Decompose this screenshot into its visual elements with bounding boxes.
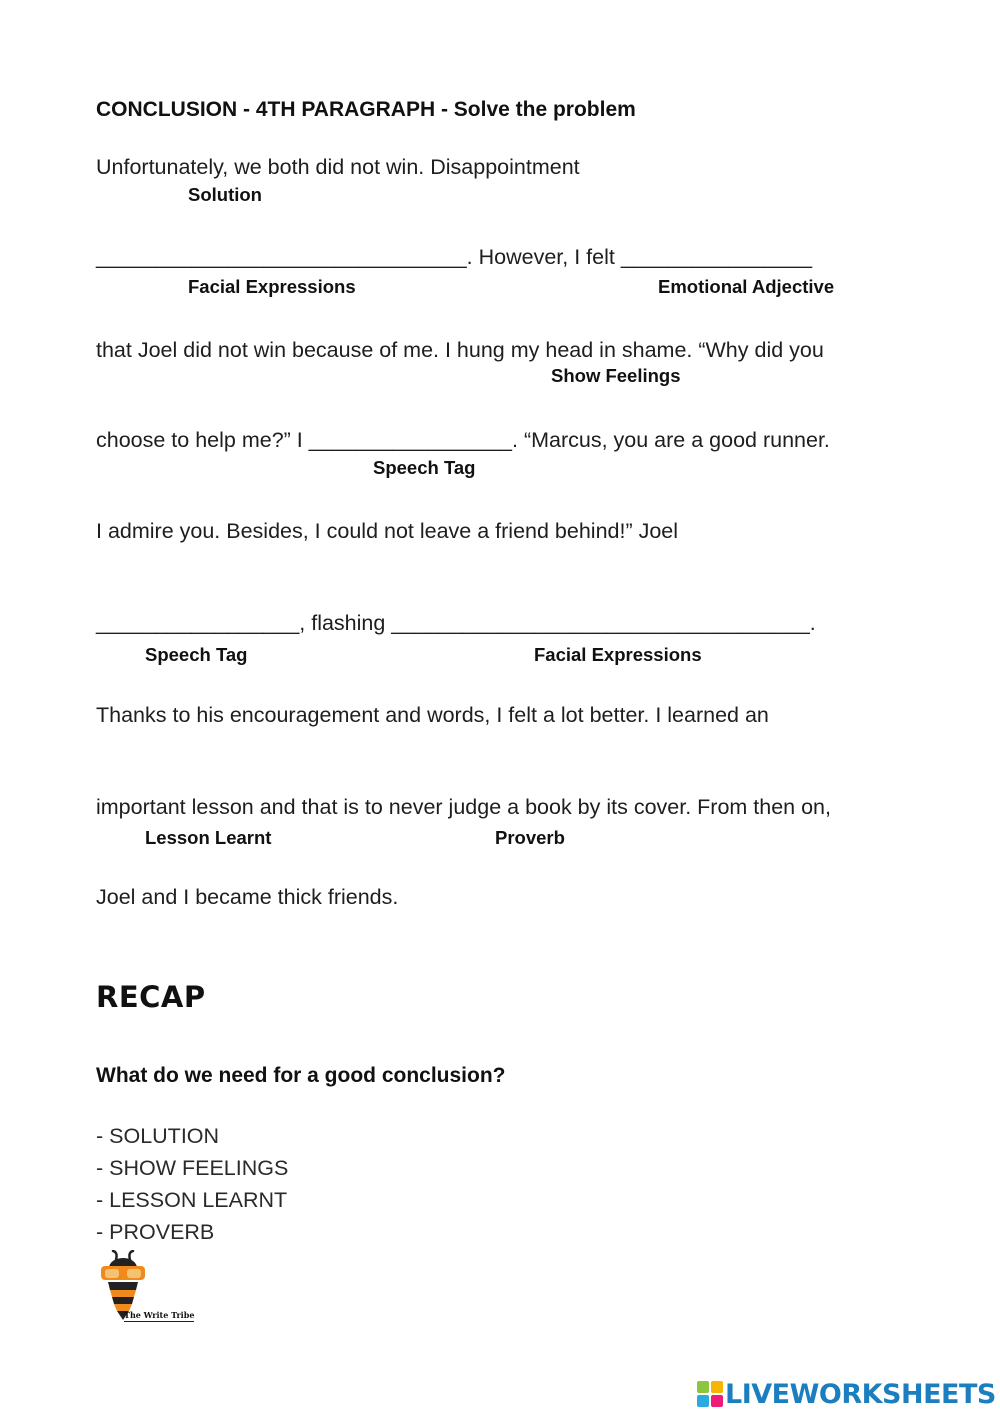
section-heading: CONCLUSION - 4TH PARAGRAPH - Solve the problem — [96, 98, 636, 121]
brand-text: LIVEWORKSHEETS — [725, 1378, 996, 1410]
paragraph-line-6: _________________, flashing ___________________________________. — [96, 611, 816, 635]
paragraph-line-1: Unfortunately, we both did not win. Disappointment — [96, 155, 580, 179]
recap-question: What do we need for a good conclusion? — [96, 1064, 506, 1087]
paragraph-line-4: choose to help me?” I _________________. “Marcus, you are a good runner. — [96, 428, 830, 452]
label-speech-tag: Speech Tag — [145, 644, 248, 665]
liveworksheets-logo-icon — [697, 1381, 723, 1407]
recap-list-item: - LESSON LEARNT — [96, 1188, 288, 1212]
paragraph-line-9: Joel and I became thick friends. — [96, 885, 399, 909]
logo-text: The Write Tribe — [124, 1310, 195, 1320]
label-facial-expressions: Facial Expressions — [188, 276, 356, 297]
recap-title: RECAP — [96, 980, 206, 1014]
recap-list-item: - PROVERB — [96, 1220, 215, 1244]
label-speech-tag: Speech Tag — [373, 457, 476, 478]
recap-list-item: - SHOW FEELINGS — [96, 1156, 289, 1180]
label-lesson-learnt: Lesson Learnt — [145, 827, 272, 848]
label-facial-expressions: Facial Expressions — [534, 644, 702, 665]
label-solution: Solution — [188, 184, 262, 205]
paragraph-line-5: I admire you. Besides, I could not leave a friend behind!” Joel — [96, 519, 679, 543]
paragraph-line-8: important lesson and that is to never judge a book by its cover. From then on, — [96, 795, 831, 819]
label-show-feelings: Show Feelings — [551, 365, 681, 386]
label-emotional-adjective: Emotional Adjective — [658, 276, 835, 297]
paragraph-line-2: _______________________________. However, I felt ________________ — [96, 245, 813, 269]
paragraph-line-3: that Joel did not win because of me. I hung my head in shame. “Why did you — [96, 338, 824, 362]
recap-list-item: - SOLUTION — [96, 1124, 220, 1148]
paragraph-line-7: Thanks to his encouragement and words, I felt a lot better. I learned an — [96, 703, 769, 727]
label-proverb: Proverb — [495, 827, 565, 848]
write-tribe-logo — [96, 1250, 208, 1328]
liveworksheets-brand[interactable] — [697, 1376, 996, 1412]
